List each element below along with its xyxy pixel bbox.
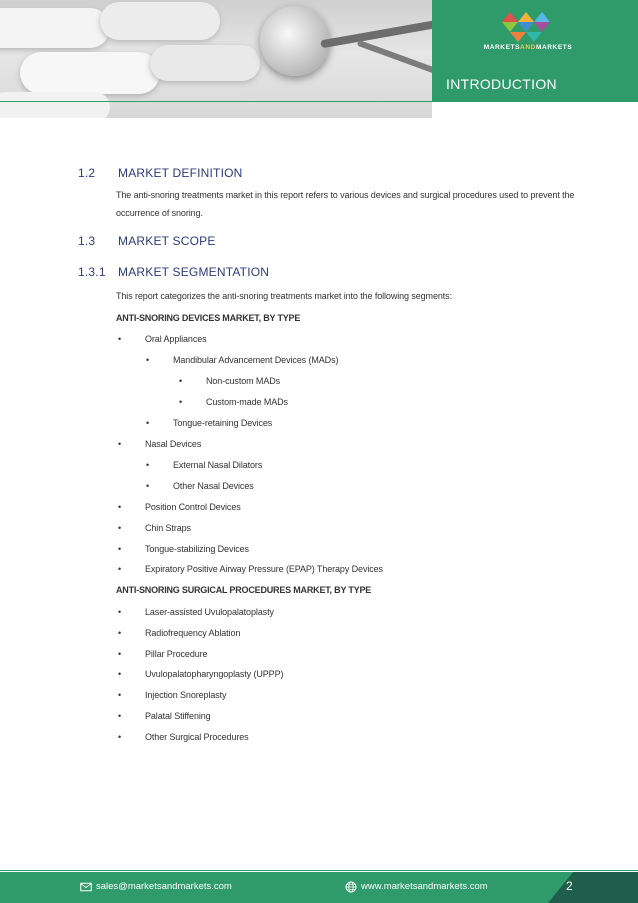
brand-logo-icon [496,10,558,44]
footer-bar [0,872,638,903]
header-divider [0,101,638,102]
footer-email-link[interactable]: sales@marketsandmarkets.com [96,881,232,892]
definition-paragraph: The anti-snoring treatments market in this report refers to various devices and surgical procedures used to prevent the occurrence of snoring. [116,190,575,218]
page-number-tab [548,872,638,903]
globe-icon [345,881,357,893]
brand-name: MARKETSANDMARKETS [483,44,573,51]
page-number: 2 [566,879,573,893]
footer-website-link[interactable]: www.marketsandmarkets.com [361,881,488,892]
segmentation-intro: This report categorizes the anti-snoring treatments market into the following segments: [116,291,452,301]
devices-heading: ANTI-SNORING DEVICES MARKET, BY TYPE [116,313,301,323]
footer-divider [0,870,638,871]
surgical-heading: ANTI-SNORING SURGICAL PROCEDURES MARKET, BY TYPE [116,585,372,595]
envelope-icon [80,881,92,893]
section-label: INTRODUCTION [446,76,557,92]
